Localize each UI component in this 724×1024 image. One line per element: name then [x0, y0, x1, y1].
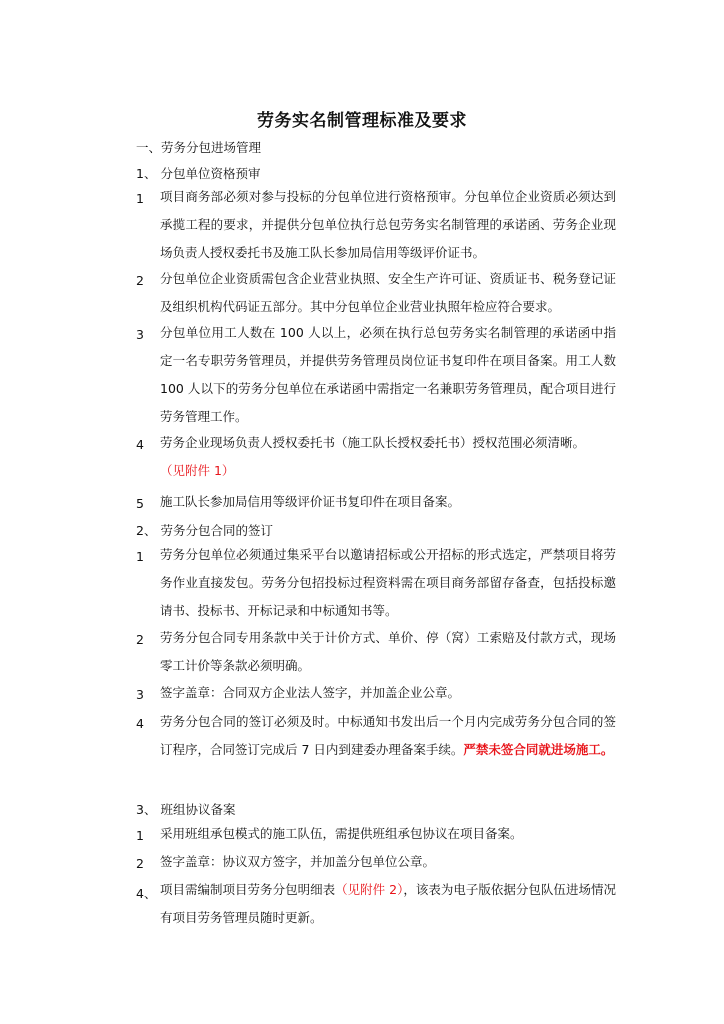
s1-item-3-text: 分包单位用工人数在 100 人以上，必须在执行总包劳务实名制管理的承诺函中指定一名专职劳务管理员，并提供劳务管理员岗位证书复印件在项目备案。用工人数 100 人以下的劳务分包单位在承诺函中需指定一名兼职劳务管理员，配合项目进行劳务管理工作。: [160, 325, 616, 424]
s2-item-4-num: 4: [136, 716, 144, 731]
section-2-label: 2、: [136, 523, 157, 538]
s1-item-4-num: 4: [136, 437, 144, 452]
s1-item-5-num: 5: [136, 496, 144, 511]
s1-item-2-num: 2: [136, 273, 144, 288]
s3-item-1-text: 采用班组承包模式的施工队伍，需提供班组承包协议在项目备案。: [160, 826, 523, 841]
s3-item-3-text: [160, 876, 616, 932]
s3-item-2-num: 2: [136, 856, 144, 871]
s3-item-2-text: 签字盖章：协议双方签字，并加盖分包单位公章。: [160, 854, 436, 869]
section-3-label: 3、: [136, 802, 157, 817]
s2-item-2-num: 2: [136, 632, 144, 647]
section-1-title: 分包单位资格预审: [160, 166, 261, 181]
s3-item-3-num: 4、: [136, 886, 157, 901]
s2-item-4-text: [160, 708, 616, 764]
section-1-heading: [136, 164, 260, 182]
s2-item-3-num: 3: [136, 687, 144, 702]
section-2-title: 劳务分包合同的签订: [160, 523, 273, 538]
s1-item-4-text: [160, 429, 616, 485]
attachment-2-note: （见附件 2）: [335, 882, 404, 897]
section-1-label: 1、: [136, 166, 157, 181]
s2-item-2-text: 劳务分包合同专用条款中关于计价方式、单价、停（窝）工索赔及付款方式，现场零工计价等条款必须明确。: [160, 630, 616, 673]
s1-item-3-num: 3: [136, 327, 144, 342]
s2-item-3-text: 签字盖章：合同双方企业法人签字，并加盖企业公章。: [160, 685, 461, 700]
s1-item-1-text: 项目商务部必须对参与投标的分包单位进行资格预审。分包单位企业资质必须达到承揽工程的要求，并提供分包单位执行总包劳务实名制管理的承诺函、劳务企业现场负责人授权委托书及施工队长参加局信用等级评价证书。: [160, 189, 616, 260]
s1-item-4-body: 劳务企业现场负责人授权委托书（施工队长授权委托书）授权范围必须清晰。: [160, 435, 586, 450]
s2-item-4-body: 劳务分包合同的签订必须及时。中标通知书发出后一个月内完成劳务分包合同的签订程序，合同签订完成后 7 日内到建委办理备案手续。: [160, 714, 616, 757]
s1-item-2-text: 分包单位企业资质需包含企业营业执照、安全生产许可证、资质证书、税务登记证及组织机构代码证五部分。其中分包单位企业营业执照年检应符合要求。: [160, 271, 616, 314]
s1-item-5-text: 施工队长参加局信用等级评价证书复印件在项目备案。: [160, 494, 461, 509]
warning-text: 严禁未签合同就进场施工。: [463, 742, 614, 757]
s2-item-1-text: 劳务分包单位必须通过集采平台以邀请招标或公开招标的形式选定，严禁项目将劳务作业直接发包。劳务分包招投标过程资料需在项目商务部留存备查，包括投标邀请书、投标书、开标记录和中标通知书等。: [160, 547, 616, 618]
part1-heading: 一、劳务分包进场管理: [136, 140, 262, 155]
s3-item-1-num: 1: [136, 828, 144, 843]
s2-item-1-num: 1: [136, 549, 144, 564]
attachment-1-note: （见附件 1）: [160, 463, 235, 478]
section-3-heading: [136, 800, 235, 818]
section-3-title: 班组协议备案: [160, 802, 236, 817]
s3-item-3-body-b: ，该表为电子版依据分包队伍进场情况有项目劳务管理员随时更新。: [160, 882, 616, 925]
document-title: 劳务实名制管理标准及要求: [257, 111, 467, 131]
s1-item-1-num: 1: [136, 191, 144, 206]
section-2-heading: [136, 521, 273, 539]
s3-item-3-body-a: 项目需编制项目劳务分包明细表: [160, 882, 336, 897]
